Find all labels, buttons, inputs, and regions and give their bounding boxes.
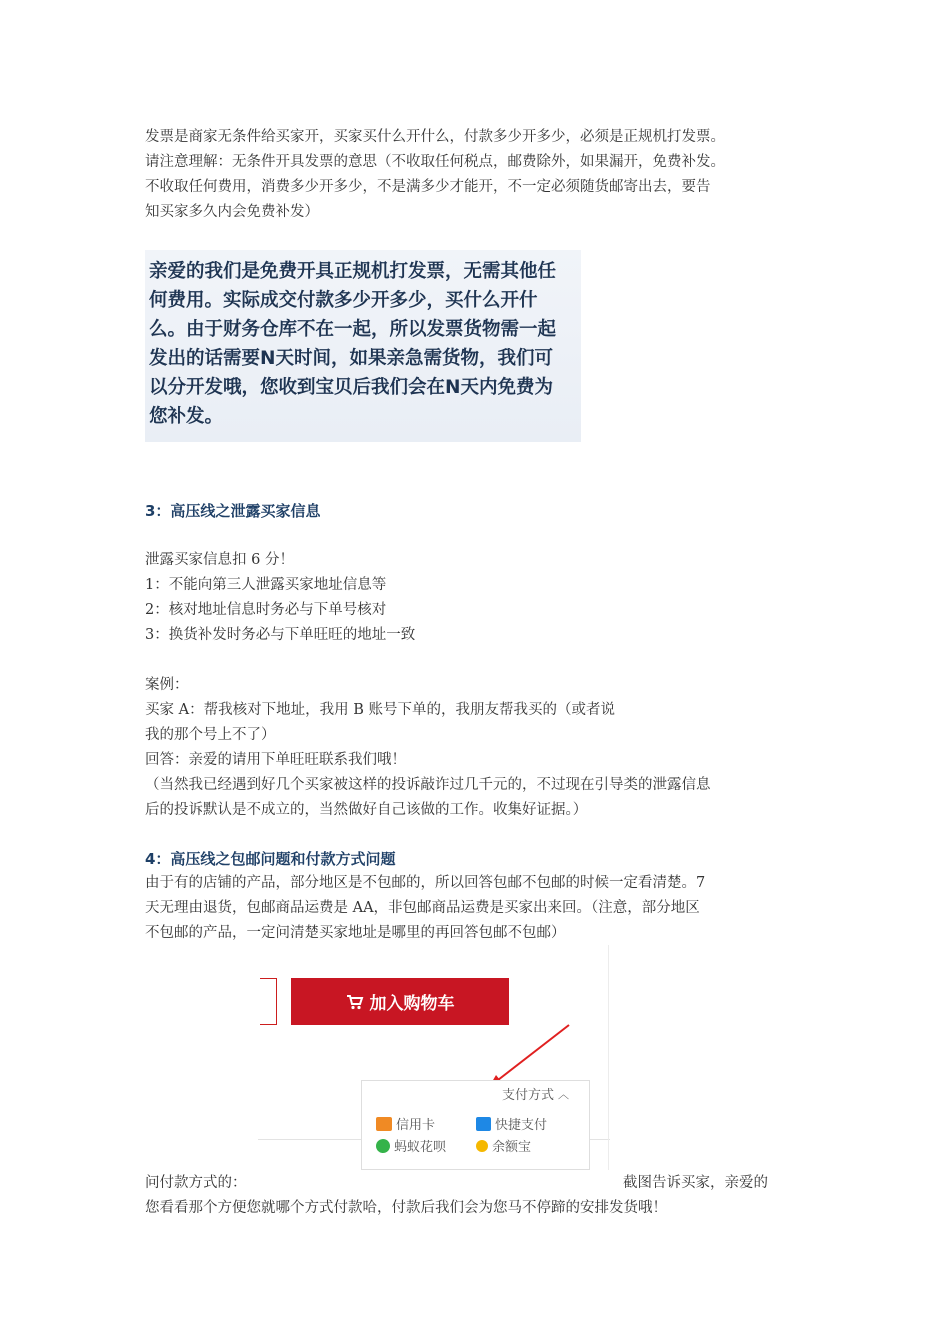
payment-method-toggle[interactable]: [502, 1084, 569, 1103]
ask-payment-line-2: 您看看那个方便您就哪个方式付款哈，付款后我们会为您马不停蹄的安排发货哦！: [145, 1200, 667, 1216]
add-to-cart-label: 加入购物车: [369, 994, 455, 1014]
intro-line: 发票是商家无条件给买家开，买家买什么开什么，付款多少开多少，必须是正规机打发票。: [145, 129, 725, 145]
pay-option-credit-card[interactable]: [376, 1114, 435, 1133]
credit-card-icon: [376, 1117, 392, 1131]
notice-line: 发出的话需要N天时间，如果亲急需货物，我们可: [149, 348, 553, 369]
notice-line: 您补发。: [149, 406, 224, 427]
case-line: （当然我已经遇到好几个买家被这样的投诉敲诈过几千元的，不过现在引导类的泄露信息: [145, 777, 711, 793]
case-line: 回答：亲爱的请用下单旺旺联系我们哦！: [145, 752, 406, 768]
intro-paragraph: [145, 125, 815, 225]
rule-line: 1：不能向第三人泄露买家地址信息等: [145, 577, 387, 593]
quick-pay-icon: [476, 1117, 491, 1131]
rule-line: 2：核对地址信息时务必与下单号核对: [145, 602, 387, 618]
ask-payment-suffix: 截图告诉买家，亲爱的: [623, 1175, 768, 1191]
section-4-paragraph: [145, 871, 815, 946]
notice-line: 么。由于财务仓库不在一起，所以发票货物需一起: [149, 319, 557, 340]
section-3-heading: 3：高压线之泄露买家信息: [145, 502, 321, 520]
ask-payment-prefix: 问付款方式的：: [145, 1175, 247, 1191]
intro-line: 知买家多久内会免费补发）: [145, 204, 319, 220]
case-line: 买家 A：帮我核对下地址，我用 B 账号下单的，我朋友帮我买的（或者说: [145, 702, 615, 718]
section-4-line: 不包邮的产品，一定问清楚买家地址是哪里的再回答包邮不包邮）: [145, 925, 566, 941]
section-4-line: 由于有的店铺的产品，部分地区是不包邮的，所以回答包邮不包邮的时候一定看清楚。7: [145, 875, 706, 891]
section-3-rules: [145, 548, 815, 648]
notice-line: 以分开发哦，您收到宝贝后我们会在N天内免费为: [149, 377, 553, 398]
payment-method-title: 支付方式: [502, 1088, 555, 1103]
huabei-icon: [376, 1139, 390, 1153]
pay-option-label: 余额宝: [492, 1140, 532, 1155]
pay-option-quick-pay[interactable]: [476, 1114, 547, 1133]
intro-line: 不收取任何费用，消费多少开多少，不是满多少才能开，不一定必须随货邮寄出去，要告: [145, 179, 711, 195]
pay-option-label: 蚂蚁花呗: [394, 1140, 447, 1155]
invoice-notice-image: [145, 250, 581, 442]
section-3-case: [145, 673, 815, 823]
intro-line: 请注意理解：无条件开具发票的意思（不收取任何税点，邮费除外，如果漏开，免费补发。: [145, 154, 725, 170]
section-4-line: 天无理由退货，包邮商品运费是 AA，非包邮商品运费是买家出来回。（注意，部分地区: [145, 900, 700, 916]
case-line: 案例：: [145, 677, 189, 693]
section-4-heading: 4：高压线之包邮问题和付款方式问题: [145, 850, 396, 868]
notice-line: 亲爱的我们是免费开具正规机打发票，无需其他任: [149, 261, 557, 282]
case-line: 后的投诉默认是不成立的，当然做好自己该做的工作。收集好证据。）: [145, 802, 588, 818]
notice-line: 何费用。实际成交付款多少开多少，买什么开什: [149, 290, 538, 311]
chevron-up-icon: ︿: [558, 1087, 570, 1101]
rule-line: 3：换货补发时务必与下单旺旺的地址一致: [145, 627, 416, 643]
pay-option-huabei[interactable]: [376, 1136, 446, 1155]
case-line: 我的那个号上不了）: [145, 727, 276, 743]
payment-method-box: [361, 1080, 590, 1170]
pay-option-label: 快捷支付: [495, 1118, 548, 1133]
pay-option-yuebao[interactable]: [476, 1136, 531, 1155]
pay-option-label: 信用卡: [396, 1118, 436, 1133]
rule-line: 泄露买家信息扣 6 分！: [145, 552, 294, 568]
divider-line-vertical: [608, 945, 609, 1170]
yuebao-icon: [476, 1140, 488, 1152]
